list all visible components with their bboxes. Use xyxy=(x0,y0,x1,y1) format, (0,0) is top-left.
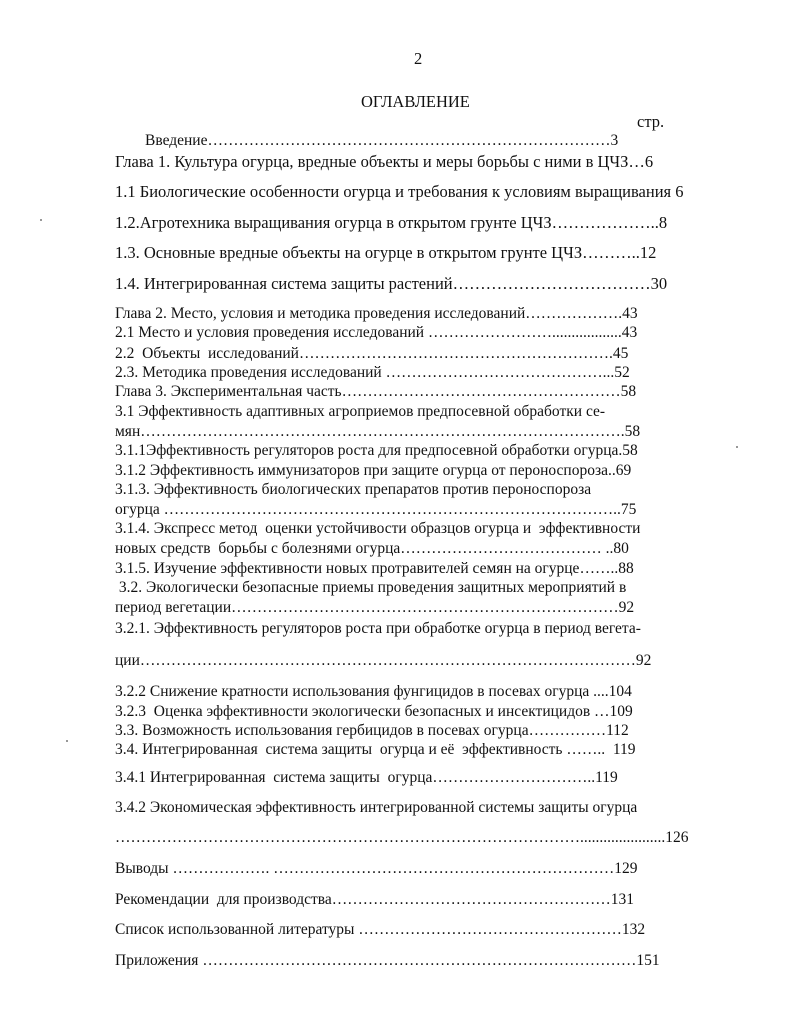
toc-entry-3-1-5[interactable]: 3.1.5. Изучение эффективности новых протравителей семян на огурце……..88 xyxy=(115,560,634,577)
toc-entry-3-4-1[interactable]: 3.4.1 Интегрированная система защиты огурца…………………………..119 xyxy=(115,769,618,786)
toc-entry-1-2[interactable]: 1.2.Агротехника выращивания огурца в открытом грунте ЦЧЗ………………..8 xyxy=(115,213,668,232)
toc-entry-1-3[interactable]: 1.3. Основные вредные объекты на огурце в открытом грунте ЦЧЗ………..12 xyxy=(115,243,657,262)
toc-entry-3-1-3-cont[interactable]: огурца ……………………………………………………………………………..75 xyxy=(115,501,637,518)
page-number: 2 xyxy=(414,49,423,68)
toc-entry-references[interactable]: Список использованной литературы ……………………………………………132 xyxy=(115,921,646,938)
toc-entry-3-1-cont[interactable]: мян………………………………………………………………………………….58 xyxy=(115,423,641,440)
toc-entry-3-4-2-cont[interactable]: ………………………………………………………………………………......................126 xyxy=(115,829,689,846)
toc-entry-3-1-3[interactable]: 3.1.3. Эффективность биологических препаратов против пероноспороза xyxy=(115,481,592,498)
toc-entry-3-2-1-cont[interactable]: ции……………………………………………………………………………………92 xyxy=(115,652,652,669)
toc-entry-conclusions[interactable]: Выводы ………………. …………………………………………………………129 xyxy=(115,860,638,877)
scan-speck xyxy=(66,740,68,742)
toc-entry-3-1-4[interactable]: 3.1.4. Экспресс метод оценки устойчивости образцов огурца и эффективности xyxy=(115,520,641,537)
scan-speck xyxy=(40,219,42,221)
toc-entry-appendices[interactable]: Приложения …………………………………………………………………………151 xyxy=(115,952,660,969)
toc-entry-3-1[interactable]: 3.1 Эффективность адаптивных агроприемов предпосевной обработки се- xyxy=(115,403,606,420)
toc-entry-3-1-4-cont[interactable]: новых средств борьбы с болезнями огурца………………………………… ..80 xyxy=(115,540,629,557)
toc-entry-3-2-1[interactable]: 3.2.1. Эффективность регуляторов роста при обработке огурца в период вегета- xyxy=(115,620,641,637)
toc-entry-chapter-3[interactable]: Глава 3. Экспериментальная часть………………………………………………58 xyxy=(115,383,637,400)
toc-entry-2-2[interactable]: 2.2 Объекты исследований…………………………………………………….45 xyxy=(115,345,629,362)
toc-entry-introduction[interactable]: Введение……………………………………………………………………3 xyxy=(145,132,619,149)
toc-entry-3-2-2[interactable]: 3.2.2 Снижение кратности использования фунгицидов в посевах огурца ....104 xyxy=(115,683,632,700)
toc-entry-chapter-2[interactable]: Глава 2. Место, условия и методика проведения исследований……………….43 xyxy=(115,305,638,322)
toc-entry-3-2-3[interactable]: 3.2.3 Оценка эффективности экологически безопасных и инсектицидов …109 xyxy=(115,703,633,720)
toc-entry-2-1[interactable]: 2.1 Место и условия проведения исследований ……………………..................43 xyxy=(115,324,638,341)
toc-title: ОГЛАВЛЕНИЕ xyxy=(361,92,470,111)
toc-entry-3-4[interactable]: 3.4. Интегрированная система защиты огурца и её эффективность …….. 119 xyxy=(115,741,636,758)
toc-entry-1-1[interactable]: 1.1 Биологические особенности огурца и требования к условиям выращивания 6 xyxy=(115,182,684,201)
toc-entry-3-2[interactable]: 3.2. Экологически безопасные приемы проведения защитных мероприятий в xyxy=(115,579,627,596)
toc-entry-3-4-2[interactable]: 3.4.2 Экономическая эффективность интегрированной системы защиты огурца xyxy=(115,799,638,816)
toc-entry-3-2-cont[interactable]: период вегетации…………………………………………………………………92 xyxy=(115,599,635,616)
toc-entry-2-3[interactable]: 2.3. Методика проведения исследований ……………………………………...52 xyxy=(115,364,630,381)
scan-speck xyxy=(736,446,738,448)
toc-entry-recommendations[interactable]: Рекомендации для производства………………………………………………131 xyxy=(115,891,635,908)
toc-entry-3-3[interactable]: 3.3. Возможность использования гербицидов в посевах огурца……………112 xyxy=(115,722,629,739)
page-column-label: стр. xyxy=(637,112,665,131)
toc-entry-3-1-2[interactable]: 3.1.2 Эффективность иммунизаторов при защите огурца от пероноспороза..69 xyxy=(115,462,632,479)
toc-entry-chapter-1[interactable]: Глава 1. Культура огурца, вредные объекты и меры борьбы с ними в ЦЧЗ…6 xyxy=(115,152,654,171)
toc-entry-3-1-1[interactable]: 3.1.1Эффективность регуляторов роста для предпосевной обработки огурца.58 xyxy=(115,442,638,459)
toc-entry-1-4[interactable]: 1.4. Интегрированная система защиты растений………………………………30 xyxy=(115,274,668,293)
